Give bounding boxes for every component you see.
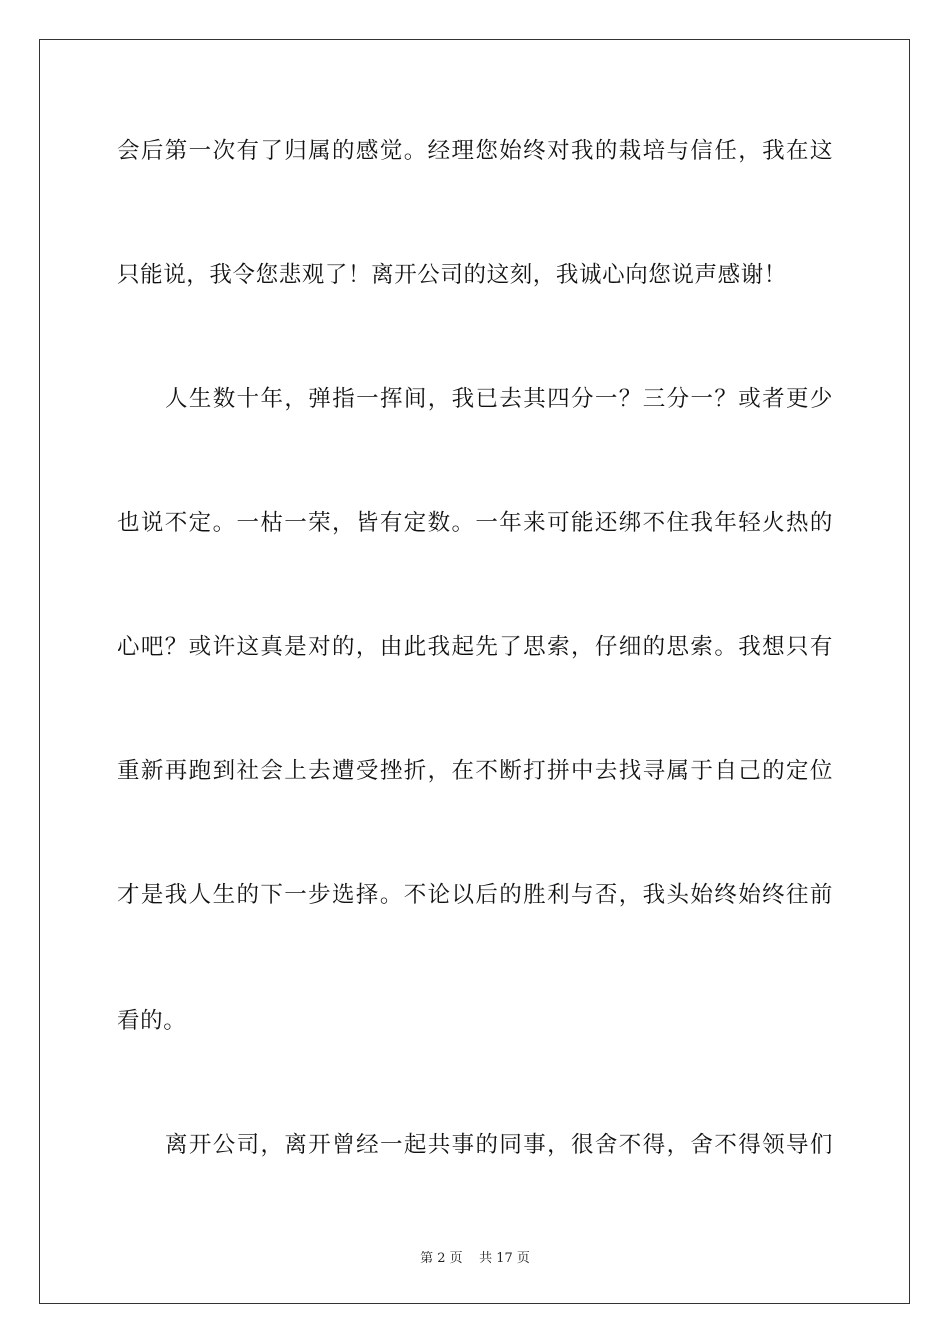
paragraph-first-line: 人生数十年，弹指一挥间，我已去其四分一？三分一？或者更少 bbox=[165, 386, 833, 412]
page-border bbox=[39, 39, 910, 1304]
body-text-line: 会后第一次有了归属的感觉。经理您始终对我的栽培与信任，我在这 bbox=[117, 138, 833, 164]
body-text-line: 才是我人生的下一步选择。不论以后的胜利与否，我头始终始终往前 bbox=[117, 882, 833, 908]
body-text-line: 看的。 bbox=[117, 1008, 187, 1034]
body-text-line: 重新再跑到社会上去遭受挫折，在不断打拼中去找寻属于自己的定位 bbox=[117, 758, 833, 784]
page-number-footer: 第 2 页 共 17 页 bbox=[420, 1251, 530, 1266]
body-text-line: 只能说，我令您悲观了！离开公司的这刻，我诚心向您说声感谢！ bbox=[117, 262, 787, 288]
paragraph-first-line: 离开公司，离开曾经一起共事的同事，很舍不得，舍不得领导们 bbox=[165, 1132, 833, 1158]
body-text-line: 心吧？或许这真是对的，由此我起先了思索，仔细的思索。我想只有 bbox=[117, 634, 833, 660]
body-text-line: 也说不定。一枯一荣，皆有定数。一年来可能还绑不住我年轻火热的 bbox=[117, 510, 833, 536]
